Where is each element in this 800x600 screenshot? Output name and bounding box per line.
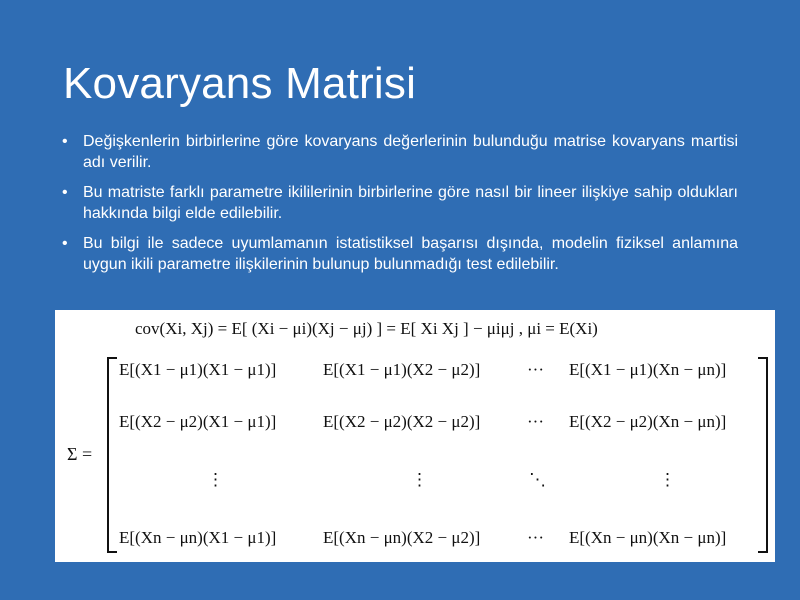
matrix-cell: E[(X1 − μ1)(X1 − μ1)]: [119, 360, 277, 379]
matrix-cell: ···: [527, 360, 544, 379]
matrix-cell: E[(Xn − μn)(X1 − μ1)]: [119, 528, 277, 547]
bullet-item: [62, 132, 738, 173]
matrix-cell: E[(X1 − μ1)(Xn − μn)]: [569, 360, 727, 379]
matrix-cell: ⋮: [411, 470, 428, 489]
bullet-text: Değişkenlerin birbirlerine göre kovaryans değerlerinin bulunduğu matrise kovaryans martisi adı verilir.: [83, 133, 738, 171]
matrix-right-bracket: [758, 357, 768, 553]
matrix-cell: E[(X1 − μ1)(X2 − μ2)]: [323, 360, 481, 379]
bullet-icon: •: [62, 235, 68, 252]
matrix-left-bracket: [107, 357, 117, 553]
matrix-cell: ⋮: [659, 470, 676, 489]
matrix-cell: E[(Xn − μn)(Xn − μn)]: [569, 528, 727, 547]
bullet-icon: •: [62, 133, 68, 150]
bullet-text: Bu bilgi ile sadece uyumlamanın istatistiksel başarısı dışında, modelin fiziksel anlamına uygun ikili parametre ilişkilerinin bulunup bulunmadığı test edilebilir.: [83, 235, 738, 273]
matrix-cell: ···: [527, 412, 544, 431]
matrix-cell: ⋮: [207, 470, 224, 489]
bullet-text: Bu matriste farklı parametre ikililerinin birbirlerine göre nasıl bir lineer ilişkiye sahip oldukları hakkında bilgi elde edilebilir.: [83, 184, 738, 222]
matrix-cell: ···: [527, 528, 544, 547]
matrix-cell: E[(X2 − μ2)(X1 − μ1)]: [119, 412, 277, 431]
sigma-label: Σ =: [67, 444, 93, 464]
slide-title: Kovaryans Matrisi: [63, 59, 417, 108]
matrix-cell: E[(Xn − μn)(X2 − μ2)]: [323, 528, 481, 547]
bullet-item: [62, 183, 738, 224]
bullet-list: [62, 132, 738, 285]
covariance-definition: cov(Xi, Xj) = E[ (Xi − μi)(Xj − μj) ] = E[ Xi Xj ] − μiμj , μi = E(Xi): [135, 319, 598, 338]
formula-image: [55, 310, 775, 562]
matrix-cell: E[(X2 − μ2)(Xn − μn)]: [569, 412, 727, 431]
matrix-cell: E[(X2 − μ2)(X2 − μ2)]: [323, 412, 481, 431]
bullet-icon: •: [62, 184, 68, 201]
bullet-item: [62, 234, 738, 275]
matrix-cell: ⋱: [529, 470, 546, 489]
